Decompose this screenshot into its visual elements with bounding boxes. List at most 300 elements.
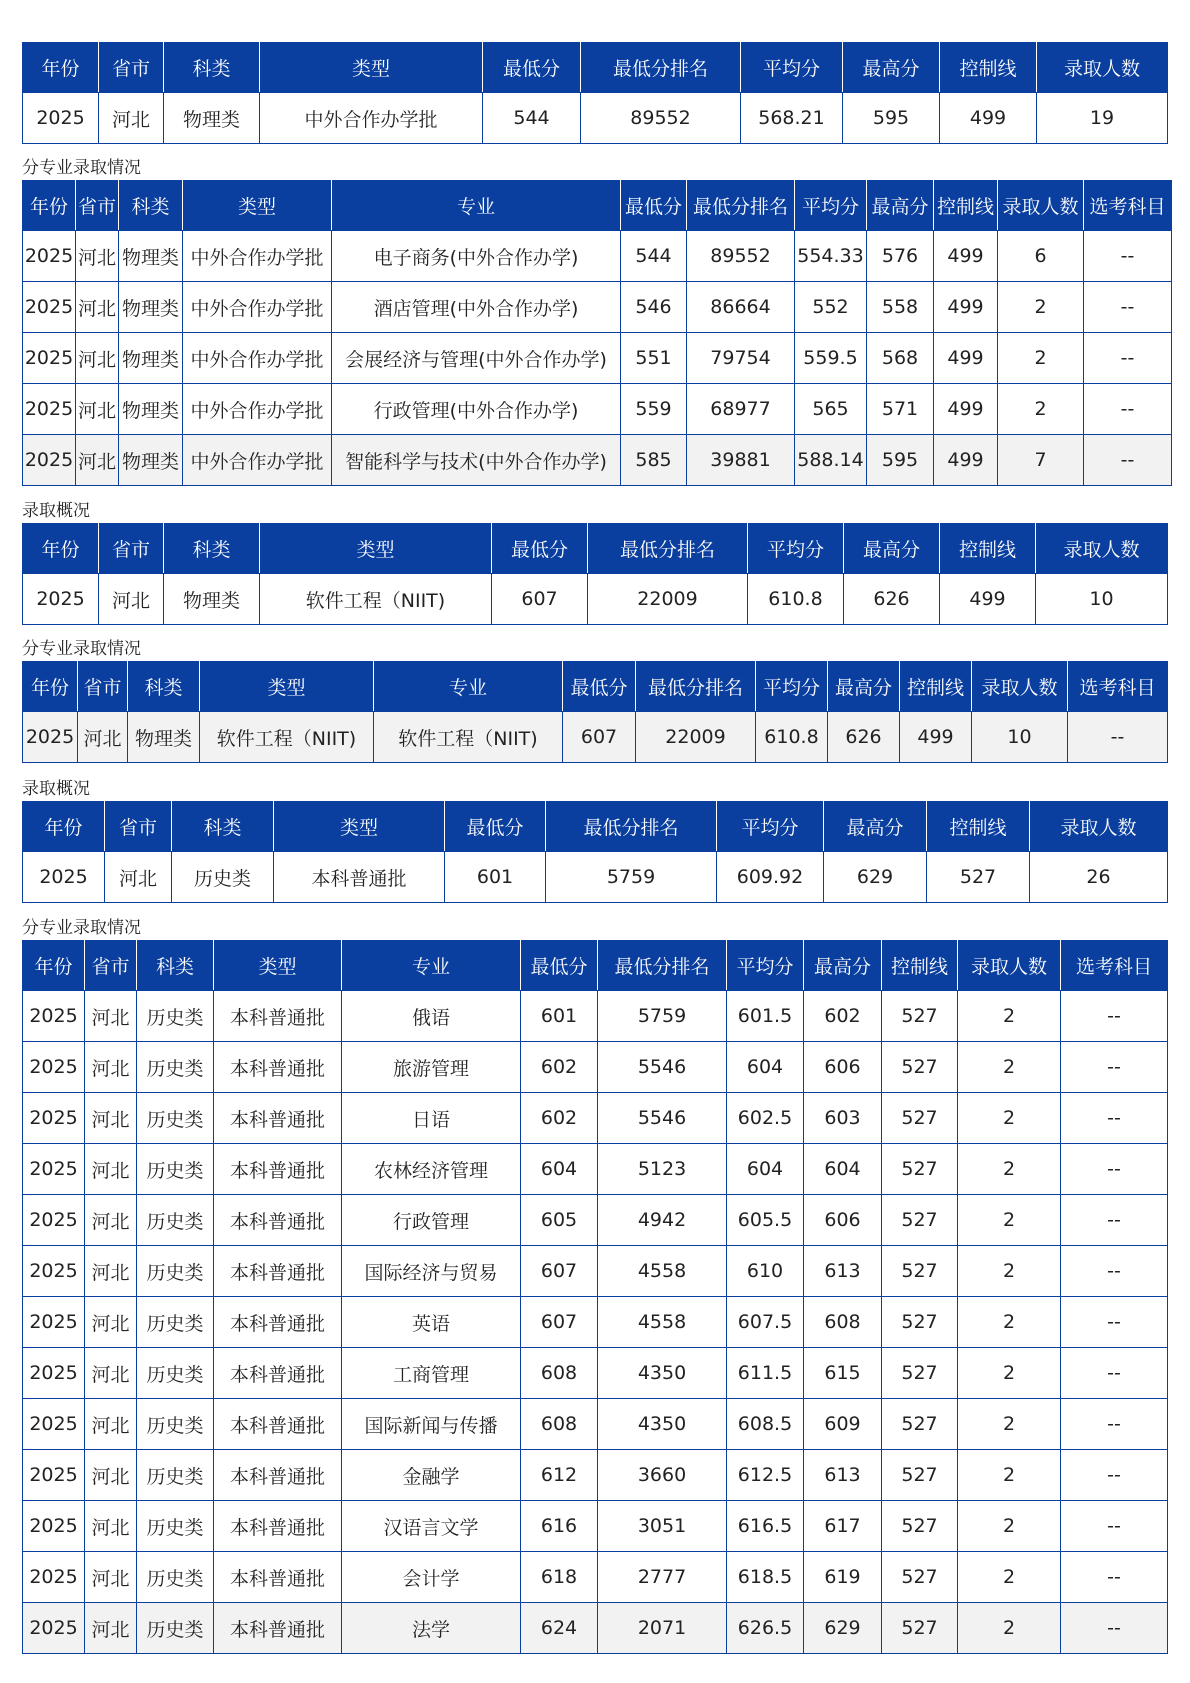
table-cell: 本科普通批 (214, 1093, 342, 1144)
column-header: 平均分 (795, 181, 867, 231)
table-cell: 629 (824, 852, 927, 903)
table-cell: 2 (998, 333, 1084, 384)
column-header: 录取人数 (958, 941, 1061, 991)
table-cell: 河北 (85, 1195, 137, 1246)
table-cell: 2 (958, 1093, 1061, 1144)
column-header: 平均分 (741, 43, 843, 93)
table-cell: 河北 (85, 1399, 137, 1450)
table-cell: 工商管理 (342, 1348, 521, 1399)
column-header: 最低分排名 (687, 181, 795, 231)
table-cell: 2025 (23, 1348, 85, 1399)
table-cell: 河北 (85, 1297, 137, 1348)
table-cell: -- (1068, 712, 1168, 763)
table-cell: 612 (521, 1450, 598, 1501)
table-cell: 2025 (23, 1552, 85, 1603)
table-cell: 会展经济与管理(中外合作办学) (332, 333, 621, 384)
table-cell: 602 (521, 1042, 598, 1093)
table-cell: 4942 (598, 1195, 727, 1246)
table-cell: 2 (998, 282, 1084, 333)
table-cell: 527 (882, 1603, 958, 1654)
table-cell: -- (1061, 1603, 1168, 1654)
table-cell: 619 (804, 1552, 882, 1603)
table-cell: -- (1061, 1297, 1168, 1348)
major-admission-table (22, 180, 1172, 486)
major-admission-table (22, 940, 1168, 1654)
table-cell: 历史类 (137, 1501, 214, 1552)
column-header: 最低分 (445, 802, 546, 852)
table-cell: 中外合作办学批 (183, 435, 332, 486)
table-cell: 2 (958, 1246, 1061, 1297)
table-cell: 本科普通批 (214, 1552, 342, 1603)
table-cell: 4558 (598, 1246, 727, 1297)
table-cell: 559 (621, 384, 687, 435)
table-cell: 本科普通批 (214, 1603, 342, 1654)
table-cell: 10 (972, 712, 1068, 763)
table-cell: 527 (882, 1093, 958, 1144)
table-cell: 612.5 (727, 1450, 804, 1501)
table-cell: 3051 (598, 1501, 727, 1552)
column-header: 省市 (105, 802, 172, 852)
table-cell: 559.5 (795, 333, 867, 384)
table-cell: 568 (867, 333, 934, 384)
table-cell: 499 (934, 333, 998, 384)
table-cell: 河北 (85, 1552, 137, 1603)
table-cell: 2025 (23, 1246, 85, 1297)
table-cell: 601 (445, 852, 546, 903)
table-cell: -- (1061, 1348, 1168, 1399)
table-cell: 604 (521, 1144, 598, 1195)
table-cell: 物理类 (119, 282, 183, 333)
table-cell: 22009 (588, 574, 748, 625)
table-cell: 613 (804, 1450, 882, 1501)
column-header: 专业 (342, 941, 521, 991)
table-row (23, 991, 1168, 1042)
table-cell: 618.5 (727, 1552, 804, 1603)
table-cell: 604 (804, 1144, 882, 1195)
table-row (23, 1603, 1168, 1654)
column-header: 年份 (23, 662, 78, 712)
table-row (23, 852, 1168, 903)
table-cell: 527 (882, 1297, 958, 1348)
column-header: 省市 (99, 524, 164, 574)
column-header: 平均分 (727, 941, 804, 991)
table-cell: 2 (958, 1399, 1061, 1450)
table-cell: 609.92 (717, 852, 824, 903)
table-cell: 4558 (598, 1297, 727, 1348)
table-cell: 中外合作办学批 (260, 93, 483, 144)
table-cell: 527 (882, 1195, 958, 1246)
table-cell: -- (1061, 1093, 1168, 1144)
table-cell: 历史类 (172, 852, 274, 903)
table-cell: 565 (795, 384, 867, 435)
table-cell: 602.5 (727, 1093, 804, 1144)
table-cell: 河北 (105, 852, 172, 903)
table-cell: 2025 (23, 1450, 85, 1501)
table-cell: 河北 (85, 1093, 137, 1144)
section-caption: 录取概况 (22, 501, 90, 521)
table-cell: 626 (828, 712, 900, 763)
table-cell: 2025 (23, 712, 78, 763)
table-cell: 历史类 (137, 1399, 214, 1450)
table-cell: 595 (843, 93, 940, 144)
table-cell: 历史类 (137, 1450, 214, 1501)
table-row (23, 1501, 1168, 1552)
table-cell: 电子商务(中外合作办学) (332, 231, 621, 282)
table-cell: 610.8 (756, 712, 828, 763)
table-cell: 527 (882, 1450, 958, 1501)
table-cell: 2025 (23, 1603, 85, 1654)
column-header: 控制线 (882, 941, 958, 991)
table-cell: -- (1061, 1450, 1168, 1501)
table-cell: 河北 (85, 991, 137, 1042)
column-header: 控制线 (934, 181, 998, 231)
table-cell: 527 (882, 1399, 958, 1450)
table-cell: 608 (521, 1399, 598, 1450)
column-header: 最低分排名 (546, 802, 717, 852)
column-header: 科类 (164, 524, 260, 574)
table-cell: 499 (940, 574, 1036, 625)
column-header: 科类 (164, 43, 260, 93)
table-cell: 本科普通批 (214, 1144, 342, 1195)
table-cell: 2025 (23, 1297, 85, 1348)
table-cell: 605 (521, 1195, 598, 1246)
table-cell: 酒店管理(中外合作办学) (332, 282, 621, 333)
table-cell: 544 (621, 231, 687, 282)
table-cell: 物理类 (164, 93, 260, 144)
table-cell: 601 (521, 991, 598, 1042)
table-cell: 本科普通批 (214, 1246, 342, 1297)
column-header: 省市 (78, 662, 128, 712)
section-caption: 分专业录取情况 (22, 918, 141, 938)
table-cell: 软件工程（NIIT) (374, 712, 563, 763)
table-cell: 软件工程（NIIT) (260, 574, 492, 625)
table-cell: -- (1084, 282, 1172, 333)
table-cell: 本科普通批 (214, 1195, 342, 1246)
table-cell: 608 (804, 1297, 882, 1348)
table-cell: 本科普通批 (274, 852, 445, 903)
table-cell: 2025 (23, 333, 76, 384)
table-cell: 68977 (687, 384, 795, 435)
table-header-row (23, 181, 1172, 231)
table-row (23, 282, 1172, 333)
table-cell: 546 (621, 282, 687, 333)
column-header: 最高分 (867, 181, 934, 231)
column-header: 年份 (23, 181, 76, 231)
table-cell: 4350 (598, 1399, 727, 1450)
table-cell: 5546 (598, 1093, 727, 1144)
column-header: 省市 (76, 181, 119, 231)
column-header: 年份 (23, 941, 85, 991)
table-cell: 英语 (342, 1297, 521, 1348)
table-cell: 历史类 (137, 1603, 214, 1654)
column-header: 平均分 (748, 524, 844, 574)
table-cell: 本科普通批 (214, 1501, 342, 1552)
column-header: 最高分 (844, 524, 940, 574)
table-cell: 616.5 (727, 1501, 804, 1552)
table-cell: 历史类 (137, 1552, 214, 1603)
table-cell: -- (1061, 1399, 1168, 1450)
table-cell: 4350 (598, 1348, 727, 1399)
table-cell: 河北 (76, 282, 119, 333)
table-cell: 613 (804, 1246, 882, 1297)
table-header-row (23, 43, 1168, 93)
table-cell: 2 (958, 1195, 1061, 1246)
column-header: 选考科目 (1061, 941, 1168, 991)
column-header: 录取人数 (1030, 802, 1168, 852)
table-cell: 19 (1037, 93, 1168, 144)
table-cell: 616 (521, 1501, 598, 1552)
column-header: 最低分 (563, 662, 636, 712)
table-row (23, 231, 1172, 282)
table-cell: 610.8 (748, 574, 844, 625)
column-header: 平均分 (756, 662, 828, 712)
column-header: 类型 (214, 941, 342, 991)
table-cell: 615 (804, 1348, 882, 1399)
column-header: 控制线 (927, 802, 1030, 852)
table-cell: 5759 (546, 852, 717, 903)
table-cell: 39881 (687, 435, 795, 486)
table-cell: 604 (727, 1042, 804, 1093)
table-cell: 554.33 (795, 231, 867, 282)
table-header-row (23, 802, 1168, 852)
table-cell: 607 (563, 712, 636, 763)
table-cell: 2025 (23, 991, 85, 1042)
table-cell: 527 (882, 1348, 958, 1399)
table-cell: 2 (958, 1552, 1061, 1603)
column-header: 最低分 (492, 524, 588, 574)
table-cell: 5546 (598, 1042, 727, 1093)
section-caption: 分专业录取情况 (22, 158, 141, 178)
table-cell: 本科普通批 (214, 1348, 342, 1399)
table-cell: 552 (795, 282, 867, 333)
column-header: 科类 (119, 181, 183, 231)
table-cell: -- (1061, 1195, 1168, 1246)
table-cell: 物理类 (119, 231, 183, 282)
table-cell: 物理类 (128, 712, 200, 763)
table-cell: 608.5 (727, 1399, 804, 1450)
table-cell: 2025 (23, 231, 76, 282)
column-header: 录取人数 (998, 181, 1084, 231)
table-cell: 527 (882, 1552, 958, 1603)
table-cell: 499 (934, 435, 998, 486)
table-cell: 中外合作办学批 (183, 282, 332, 333)
table-cell: 527 (882, 1042, 958, 1093)
table-cell: 604 (727, 1144, 804, 1195)
table-cell: 576 (867, 231, 934, 282)
table-cell: 610 (727, 1246, 804, 1297)
table-row (23, 333, 1172, 384)
table-cell: 2025 (23, 282, 76, 333)
table-row (23, 574, 1168, 625)
table-cell: 499 (900, 712, 972, 763)
table-cell: 历史类 (137, 991, 214, 1042)
table-cell: 602 (521, 1093, 598, 1144)
table-cell: 2025 (23, 384, 76, 435)
table-cell: 2025 (23, 435, 76, 486)
table-cell: 河北 (85, 1603, 137, 1654)
table-cell: -- (1061, 1501, 1168, 1552)
table-cell: 河北 (76, 333, 119, 384)
table-cell: 历史类 (137, 1195, 214, 1246)
admission-summary-table (22, 523, 1168, 625)
table-cell: 571 (867, 384, 934, 435)
column-header: 专业 (374, 662, 563, 712)
table-cell: 历史类 (137, 1246, 214, 1297)
table-header-row (23, 524, 1168, 574)
table-cell: 智能科学与技术(中外合作办学) (332, 435, 621, 486)
table-cell: 日语 (342, 1093, 521, 1144)
table-row (23, 1399, 1168, 1450)
admission-summary-table (22, 801, 1168, 903)
table-cell: 历史类 (137, 1348, 214, 1399)
table-cell: 527 (882, 1144, 958, 1195)
table-cell: 中外合作办学批 (183, 333, 332, 384)
table-cell: 605.5 (727, 1195, 804, 1246)
table-cell: 607 (521, 1246, 598, 1297)
column-header: 科类 (137, 941, 214, 991)
table-header-row (23, 662, 1168, 712)
column-header: 选考科目 (1084, 181, 1172, 231)
table-cell: 河北 (85, 1246, 137, 1297)
column-header: 最低分排名 (636, 662, 756, 712)
table-cell: 2025 (23, 93, 99, 144)
table-cell: 6 (998, 231, 1084, 282)
table-row (23, 1552, 1168, 1603)
table-cell: 物理类 (119, 384, 183, 435)
table-cell: 本科普通批 (214, 1042, 342, 1093)
table-cell: 河北 (76, 231, 119, 282)
table-cell: -- (1084, 384, 1172, 435)
table-cell: 河北 (99, 93, 164, 144)
column-header: 最低分 (621, 181, 687, 231)
table-cell: 624 (521, 1603, 598, 1654)
column-header: 平均分 (717, 802, 824, 852)
table-cell: 历史类 (137, 1297, 214, 1348)
table-cell: -- (1084, 231, 1172, 282)
column-header: 省市 (99, 43, 164, 93)
table-cell: 7 (998, 435, 1084, 486)
table-row (23, 1093, 1168, 1144)
table-cell: 26 (1030, 852, 1168, 903)
table-cell: 河北 (85, 1348, 137, 1399)
table-cell: 527 (882, 1246, 958, 1297)
column-header: 科类 (172, 802, 274, 852)
table-cell: 2 (958, 1297, 1061, 1348)
table-cell: 527 (882, 1501, 958, 1552)
table-row (23, 1144, 1168, 1195)
table-cell: 2 (958, 1603, 1061, 1654)
table-cell: 609 (804, 1399, 882, 1450)
table-cell: -- (1061, 1144, 1168, 1195)
table-cell: 2025 (23, 1501, 85, 1552)
section-caption: 分专业录取情况 (22, 639, 141, 659)
table-cell: 89552 (687, 231, 795, 282)
column-header: 最高分 (804, 941, 882, 991)
table-cell: -- (1084, 333, 1172, 384)
table-cell: 物理类 (164, 574, 260, 625)
table-cell: -- (1061, 991, 1168, 1042)
table-row (23, 1195, 1168, 1246)
table-cell: 历史类 (137, 1144, 214, 1195)
column-header: 类型 (260, 524, 492, 574)
table-cell: 金融学 (342, 1450, 521, 1501)
table-row (23, 1297, 1168, 1348)
table-cell: 2025 (23, 852, 105, 903)
table-cell: 607.5 (727, 1297, 804, 1348)
column-header: 类型 (183, 181, 332, 231)
table-cell: 607 (521, 1297, 598, 1348)
table-cell: 河北 (85, 1450, 137, 1501)
column-header: 年份 (23, 524, 99, 574)
table-cell: 法学 (342, 1603, 521, 1654)
table-cell: 2 (958, 1501, 1061, 1552)
table-cell: 国际经济与贸易 (342, 1246, 521, 1297)
table-cell: 农林经济管理 (342, 1144, 521, 1195)
table-cell: 2071 (598, 1603, 727, 1654)
column-header: 控制线 (940, 524, 1036, 574)
column-header: 最低分 (521, 941, 598, 991)
table-cell: 河北 (85, 1501, 137, 1552)
table-cell: 软件工程（NIIT) (200, 712, 374, 763)
table-cell: 汉语言文学 (342, 1501, 521, 1552)
column-header: 专业 (332, 181, 621, 231)
table-cell: 595 (867, 435, 934, 486)
table-cell: 本科普通批 (214, 1297, 342, 1348)
table-cell: 2025 (23, 1195, 85, 1246)
table-cell: 551 (621, 333, 687, 384)
table-cell: 2025 (23, 1093, 85, 1144)
table-cell: -- (1061, 1042, 1168, 1093)
column-header: 年份 (23, 802, 105, 852)
column-header: 最低分排名 (598, 941, 727, 991)
table-cell: 606 (804, 1195, 882, 1246)
table-cell: 601.5 (727, 991, 804, 1042)
table-cell: 617 (804, 1501, 882, 1552)
table-cell: 602 (804, 991, 882, 1042)
table-cell: 5123 (598, 1144, 727, 1195)
table-row (23, 384, 1172, 435)
table-cell: -- (1061, 1246, 1168, 1297)
column-header: 最低分排名 (581, 43, 741, 93)
table-cell: 2 (998, 384, 1084, 435)
table-cell: 568.21 (741, 93, 843, 144)
column-header: 控制线 (900, 662, 972, 712)
table-cell: 会计学 (342, 1552, 521, 1603)
column-header: 最高分 (828, 662, 900, 712)
table-cell: 22009 (636, 712, 756, 763)
table-cell: 499 (934, 231, 998, 282)
table-cell: 626.5 (727, 1603, 804, 1654)
table-cell: 606 (804, 1042, 882, 1093)
table-row (23, 1348, 1168, 1399)
column-header: 类型 (260, 43, 483, 93)
table-row (23, 93, 1168, 144)
table-cell: 行政管理 (342, 1195, 521, 1246)
table-cell: 2777 (598, 1552, 727, 1603)
column-header: 最高分 (824, 802, 927, 852)
table-cell: 10 (1036, 574, 1168, 625)
table-cell: 河北 (85, 1042, 137, 1093)
table-cell: 本科普通批 (214, 1450, 342, 1501)
column-header: 省市 (85, 941, 137, 991)
column-header: 类型 (274, 802, 445, 852)
table-cell: 本科普通批 (214, 991, 342, 1042)
column-header: 录取人数 (1037, 43, 1168, 93)
column-header: 录取人数 (972, 662, 1068, 712)
table-cell: 物理类 (119, 333, 183, 384)
table-cell: 629 (804, 1603, 882, 1654)
table-cell: 611.5 (727, 1348, 804, 1399)
